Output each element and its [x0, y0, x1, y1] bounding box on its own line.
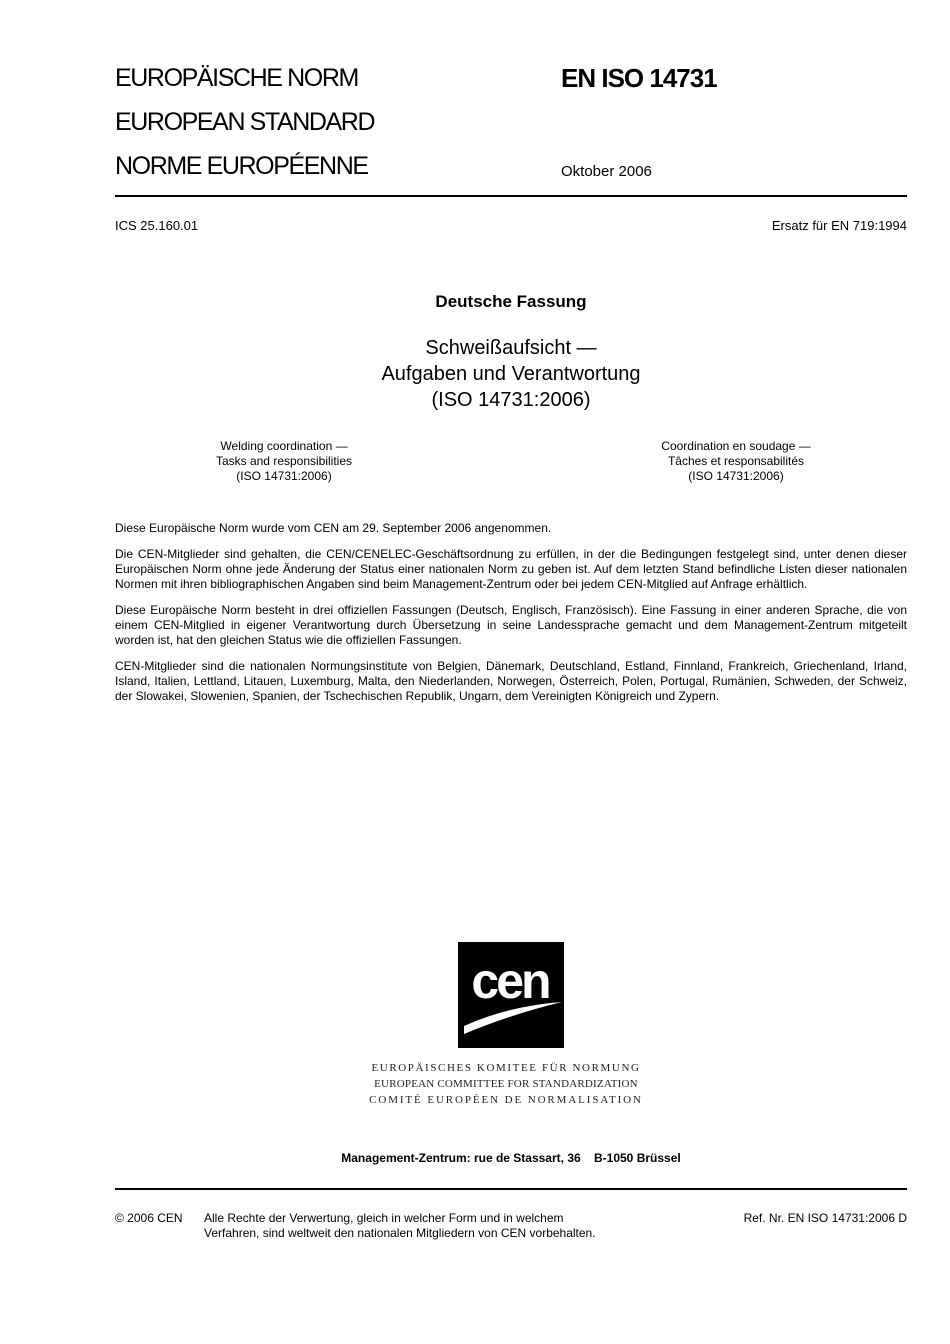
rights-notice-line-2: Verfahren, sind weltweit den nationalen Mitgliedern von CEN vorbehalten.: [204, 1226, 596, 1240]
document-title: [115, 335, 907, 413]
header-divider: [115, 195, 907, 197]
body-text: [115, 521, 907, 715]
title-french: [586, 439, 886, 484]
ics-code: ICS 25.160.01: [115, 218, 199, 233]
management-address: Management-Zentrum: rue de Stassart, 36 B-1050 Brüssel: [341, 1151, 681, 1165]
title-line-1: Schweißaufsicht —: [425, 337, 597, 359]
paragraph-members: CEN-Mitglieder sind die nationalen Normungsinstitute von Belgien, Dänemark, Deutschland, Estland, Finnland, Frankreich, Griechenland, Irland, Island, Italien, Lettland, Litauen, Luxemburg, Malta, den Niederlanden, Norwegen, Österreich, Polen, Portugal, Rumänien, Schweden, der Schweiz, der Slowakei, Slowenien, Spanien, der Tschechischen Republik, Ungarn, dem Vereinigten Königreich und Zypern.: [115, 659, 907, 703]
rights-notice-line-1: Alle Rechte der Verwertung, gleich in welcher Form und in welchem: [204, 1211, 564, 1225]
title-english-line-1: Welding coordination —: [220, 439, 348, 453]
title-english-line-2: Tasks and responsibilities: [215, 454, 353, 468]
paragraph-versions: Diese Europäische Norm besteht in drei offiziellen Fassungen (Deutsch, Englisch, Französisch). Eine Fassung in einer anderen Sprache, die von einem CEN-Mitglied in eigener Verantwortung durch Übersetzung in seine Landessprache gemacht und dem Management-Zentrum mitgeteilt worden ist, hat den gleichen Status wie die offiziellen Fassungen.: [115, 603, 907, 647]
replaces-note: Ersatz für EN 719:1994: [771, 218, 907, 233]
standard-id: EN ISO 14731: [561, 63, 717, 93]
paragraph-adoption: Diese Europäische Norm wurde vom CEN am 29. September 2006 angenommen.: [115, 521, 552, 535]
title-english: [134, 439, 434, 484]
title-english-line-3: (ISO 14731:2006): [236, 469, 332, 483]
rights-notice: [204, 1211, 596, 1241]
publication-date: Oktober 2006: [561, 163, 652, 180]
title-french-line-2: Tâches et responsabilités: [667, 454, 805, 468]
reference-number: Ref. Nr. EN ISO 14731:2006 D: [743, 1211, 907, 1225]
committee-name-en: EUROPEAN COMMITTEE FOR STANDARDIZATION: [374, 1078, 638, 1090]
title-line-2: Aufgaben und Verantwortung: [381, 363, 641, 385]
norm-title-en: EUROPEAN STANDARD: [115, 108, 375, 136]
cen-logo: [458, 942, 564, 1048]
version-label: Deutsche Fassung: [435, 292, 587, 311]
norm-title-fr: NORME EUROPÉENNE: [115, 152, 368, 180]
copyright: © 2006 CEN: [115, 1211, 183, 1225]
title-french-line-3: (ISO 14731:2006): [688, 469, 784, 483]
cen-logo-text: cen: [471, 953, 549, 1009]
paragraph-obligations: Die CEN-Mitglieder sind gehalten, die CEN/CENELEC-Geschäftsordnung zu erfüllen, in der die Bedingungen festgelegt sind, unter denen dieser Europäischen Norm ohne jede Änderung der Status einer nationalen Norm zu geben ist. Auf dem letzten Stand befindliche Listen dieser nationalen Normen mit ihren bibliographischen Angaben sind beim Management-Zentrum oder bei jedem CEN-Mitglied auf Anfrage erhältlich.: [115, 547, 907, 591]
committee-name-fr: COMITÉ EUROPÉEN DE NORMALISATION: [369, 1094, 643, 1106]
footer-divider: [115, 1188, 907, 1190]
title-french-line-1: Coordination en soudage —: [661, 439, 811, 453]
title-line-3: (ISO 14731:2006): [431, 389, 591, 411]
committee-name-de: EUROPÄISCHES KOMITEE FÜR NORMUNG: [371, 1062, 641, 1074]
norm-title-de: EUROPÄISCHE NORM: [115, 64, 358, 92]
